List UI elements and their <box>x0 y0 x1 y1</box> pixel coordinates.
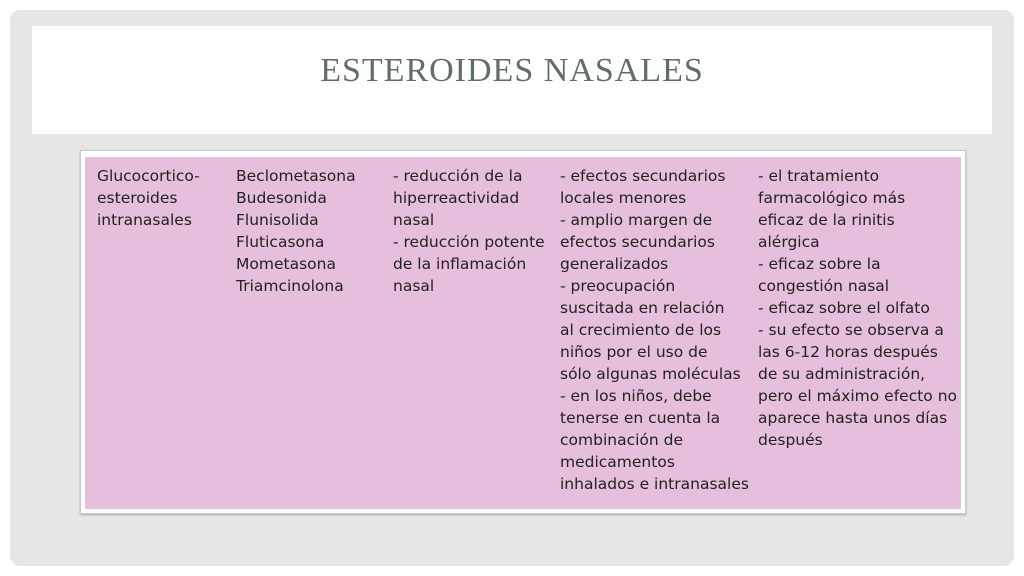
cell-category: Glucocortico- esteroides intranasales <box>97 167 200 229</box>
table-row <box>85 157 961 509</box>
cell-mechanism: - reducción de la hiperreactividad nasal - reducción potente de la inflamación nasal <box>393 167 545 295</box>
cell-drugs: Beclometasona Budesonida Flunisolida Fluticasona Mometasona Triamcinolona <box>236 167 356 295</box>
title-box <box>32 26 992 134</box>
cell-notes: - el tratamiento farmacológico más eficaz de la rinitis alérgica - eficaz sobre la congestión nasal - eficaz sobre el olfato - su efecto se observa a las 6-12 horas después de su administración, pero el máximo efecto no aparece hasta unos días después <box>758 167 958 449</box>
content-table <box>80 150 966 514</box>
slide <box>10 10 1014 566</box>
slide-title: ESTEROIDES NASALES <box>320 52 704 89</box>
cell-side-effects: - efectos secundarios locales menores - amplio margen de efectos secundarios generalizados - preocupación suscitada en relación al crecimiento de los niños por el uso de sólo algunas moléculas - en los niños, debe tenerse en cuenta la combinación de medicamentos inhalados e intranasales <box>560 167 749 493</box>
